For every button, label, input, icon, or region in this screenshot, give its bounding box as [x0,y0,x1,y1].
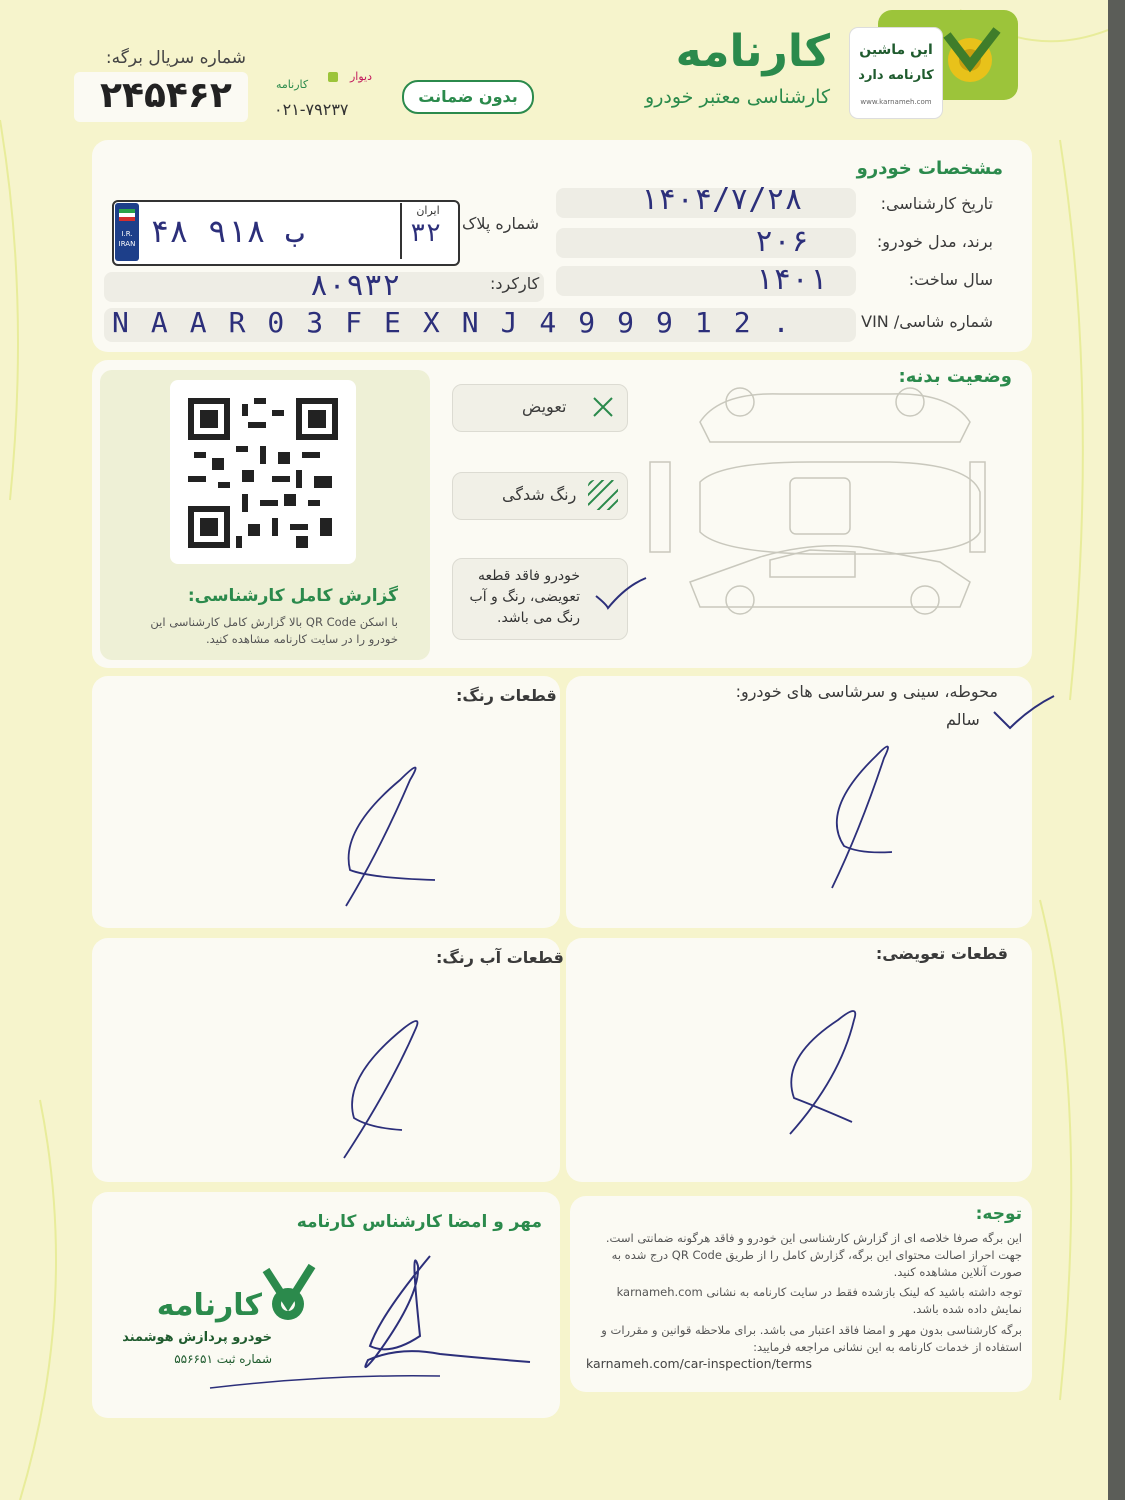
stamp-title: مهر و امضا کارشناس کارنامه [296,1212,542,1232]
badge-line-2: کارنامه دارد [858,68,934,83]
legend-paint-label: رنگ شدگی [502,485,577,504]
serial-value: ۲۴۵۴۶۲ [100,75,232,116]
note-paragraph-2: توجه داشته باشید که لینک بازشده فقط در سایت کارنامه به نشانی karnameh.com نمایش داده شده باشد. [616,1285,1022,1316]
body-status-title: وضعیت بدنه: [898,366,1012,387]
car-body-diagram [640,382,1020,622]
repainted-parts-label: قطعات آب رنگ: [436,948,564,967]
paint-hatch-icon [588,480,618,510]
date-label: تاریخ کارشناسی: [880,194,993,213]
divar-logo: دیوار [350,70,373,83]
date-value: ۱۴۰۴/۷/۲۸ [640,182,803,217]
chassis-value: سالم [946,710,980,729]
vin-value: NAAR03FEXNJ499912. [112,306,812,339]
painted-parts-label: قطعات رنگ: [456,686,557,705]
plate-flag-strip [115,203,139,261]
mileage-value: ۸۰۹۳۲ [310,268,401,303]
replace-x-icon [592,396,614,418]
model-label: برند، مدل خودرو: [876,232,993,251]
painted-parts-box [92,676,560,928]
serial-label: شماره سریال برگه: [105,48,246,68]
model-value: ۲۰۶ [755,224,810,259]
painted-parts-signature [330,760,450,920]
chassis-label: محوطه، سینی و سرشاسی های خودرو: [735,682,998,701]
note-title: توجه: [975,1204,1022,1224]
vin-label: شماره شاسی/ VIN [861,312,993,331]
plate-label: شماره پلاک [462,214,540,233]
plate-number: ۴۸ ب ۹۱۸ [150,212,305,250]
mileage-label: کارکرد: [490,274,540,293]
plate-iran-text: I.R. IRAN [118,230,136,248]
repainted-parts-signature [330,1018,450,1168]
terms-link[interactable]: karnameh.com/car-inspection/terms [586,1356,812,1371]
expert-signature [180,1236,550,1396]
plate-region: ۳۲ [410,218,442,248]
note-paragraph-3: برگه کارشناسی بدون مهر و امضا فاقد اعتبار می باشد. برای ملاحظه قوانین و مقررات و استفاده از خدمات کارنامه به این نشانی مراجعه فرمایید: [601,1323,1022,1354]
chassis-signature [820,740,940,900]
year-label: سال ساخت: [908,270,993,289]
registration-number: شماره ثبت ۵۵۶۶۵۱ [174,1352,272,1366]
replaced-parts-label: قطعات تعویضی: [875,944,1008,963]
plate-divider [400,203,402,259]
badge-url: www.karnameh.com [860,98,932,106]
karnameh-gear-icon [935,25,1005,95]
qr-title: گزارش کامل کارشناسی: [187,586,398,606]
company-name: خودرو پردازش هوشمند [122,1330,272,1345]
warranty-badge: بدون ضمانت [402,80,534,114]
qr-code [188,398,338,548]
model-field [556,228,856,258]
badge-line-1: این ماشین [859,42,933,58]
badge-card [850,28,942,118]
year-value: ۱۴۰۱ [755,262,828,297]
phone-number: ۰۲۱-۷۹۲۳۷ [274,100,349,119]
replaced-parts-signature [780,1008,920,1138]
qr-description: با اسکن QR Code بالا گزارش کامل کارشناسی این خودرو را در سایت کارنامه مشاهده کنید. [150,615,398,646]
brand-title: کارنامه [675,26,830,77]
chassis-check-mark [990,692,1060,732]
plate-iran-label: ایران [416,204,440,217]
karnameh-mini-icon [328,72,338,82]
karnameh-mini-logo: کارنامه [276,78,309,91]
legend-replace-label: تعویض [522,397,567,416]
legend-clean-label: خودرو فاقد قطعه تعویضی، رنگ و آب رنگ می باشد. [469,568,580,626]
brand-subtitle: کارشناسی معتبر خودرو [645,86,830,108]
note-paragraph-1: این برگه صرفا خلاصه ای از گزارش کارشناسی این خودرو و فاقد هرگونه ضمانتی است. جهت احراز اصالت محتوای این برگه، گزارش کامل را از طریق QR Code درج شده به صورت آنلاین مشاهده کنید. [605,1231,1022,1279]
repainted-parts-box [92,938,560,1182]
stamp-logo-text: کارنامه [156,1288,262,1323]
vehicle-spec-title: مشخصات خودرو [856,158,1003,179]
